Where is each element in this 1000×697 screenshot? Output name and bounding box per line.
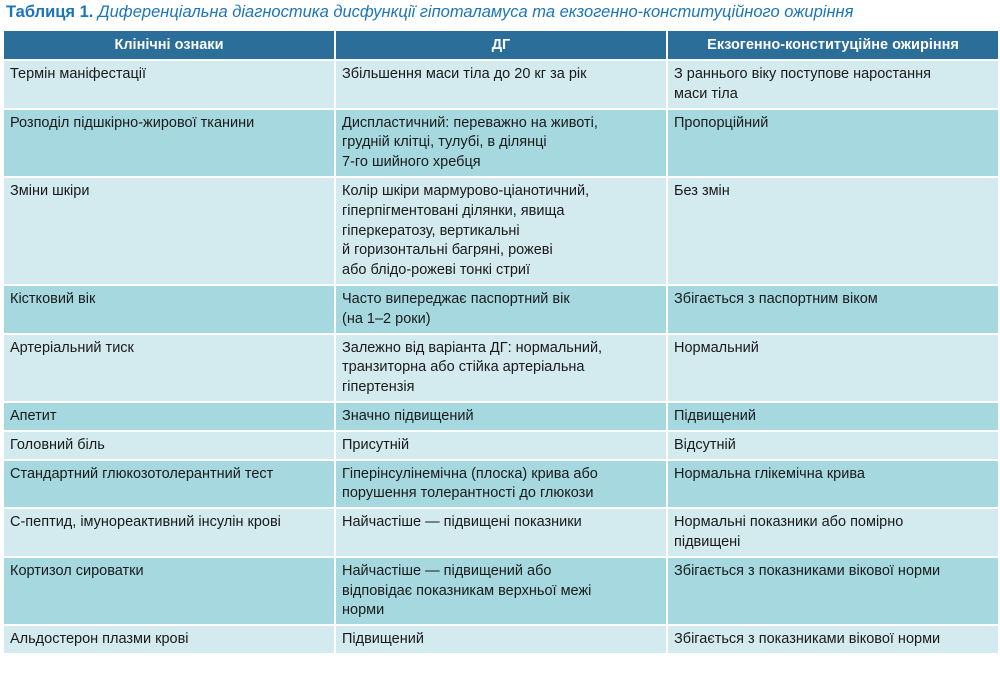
table-row: [4, 509, 998, 556]
exogenous-obesity-cell: [668, 286, 998, 333]
exogenous-obesity-cell: [668, 432, 998, 459]
cell-text-line: Термін маніфестації: [10, 66, 147, 82]
dg-cell: [336, 626, 666, 653]
cell-text-line: Присутній: [342, 436, 410, 453]
exogenous-obesity-cell: [668, 110, 998, 176]
cell-text-line: Кістковий вік: [10, 290, 96, 307]
cell-text-line: підвищені: [674, 533, 741, 550]
dg-cell: [336, 286, 666, 333]
cell-text-line: З раннього віку поступове наростання: [674, 66, 931, 82]
clinical-sign-cell: [4, 432, 334, 459]
dg-cell: [336, 403, 666, 430]
cell-text-line: (на 1–2 роки): [342, 310, 431, 327]
cell-text-line: гіперкератозу, вертикальні: [342, 222, 520, 239]
clinical-sign-cell: [4, 626, 334, 653]
table-row: [4, 432, 998, 459]
cell-text-line: Збігається з паспортним віком: [674, 290, 878, 307]
cell-text-line: й горизонтальні багряні, рожеві: [342, 242, 553, 259]
table-row: [4, 403, 998, 430]
diagnosis-table: [2, 29, 1000, 655]
header-dg: ДГ: [336, 31, 666, 59]
clinical-sign-cell: [4, 403, 334, 430]
exogenous-obesity-cell: [668, 178, 998, 284]
cell-text-line: Найчастіше — підвищений або: [342, 562, 552, 579]
cell-text-line: Розподіл підшкірно-жирової тканини: [10, 114, 255, 131]
cell-text-line: Нормальна глікемічна крива: [674, 465, 865, 482]
cell-text-line: Кортизол сироватки: [10, 562, 144, 579]
cell-text-line: Диспластичний: переважно на животі,: [342, 114, 598, 131]
cell-text-line: Збігається з показниками вікової норми: [674, 631, 941, 648]
exogenous-obesity-cell: [668, 558, 998, 624]
cell-text-line: Альдостерон плазми крові: [10, 631, 189, 648]
cell-text-line: Збігається з показниками вікової норми: [674, 562, 941, 579]
exogenous-obesity-cell: [668, 403, 998, 430]
cell-text-line: Пропорційний: [674, 114, 769, 131]
exogenous-obesity-cell: [668, 509, 998, 556]
exogenous-obesity-cell: [668, 335, 998, 401]
cell-text-line: порушення толерантності до глюкози: [342, 485, 594, 502]
table-title: Диференціальна діагностика дисфункції гіпоталамуса та екзогенно-конституційного ожиріння: [97, 3, 854, 21]
dg-cell: [336, 509, 666, 556]
clinical-sign-cell: [4, 558, 334, 624]
table-row: [4, 286, 998, 333]
exogenous-obesity-cell: [668, 461, 998, 508]
cell-text-line: маси тіла: [674, 85, 738, 102]
cell-text-line: Часто випереджає паспортний вік: [342, 290, 570, 307]
cell-text-line: Нормальні показники або помірно: [674, 514, 904, 531]
cell-text-line: С-пептид, імунореактивний інсулін крові: [10, 514, 281, 531]
cell-text-line: Артеріальний тиск: [10, 339, 134, 356]
exogenous-obesity-cell: [668, 626, 998, 653]
dg-cell: [336, 461, 666, 508]
clinical-sign-cell: [4, 286, 334, 333]
clinical-sign-cell: [4, 61, 334, 108]
cell-text-line: Підвищений: [674, 407, 756, 424]
cell-text-line: 7-го шийного хребця: [342, 154, 481, 171]
dg-cell: [336, 178, 666, 284]
header-clinical-signs: Клінічні ознаки: [4, 31, 334, 59]
cell-text-line: грудній клітці, тулубі, в ділянці: [342, 134, 547, 151]
table-row: [4, 110, 998, 176]
cell-text-line: відповідає показникам верхньої межі: [342, 582, 592, 599]
cell-text-line: норми: [342, 602, 385, 619]
cell-text-line: Без змін: [674, 182, 730, 199]
clinical-sign-cell: [4, 110, 334, 176]
cell-text-line: Головний біль: [10, 436, 105, 453]
header-exogenous-obesity: Екзогенно-конституційне ожиріння: [668, 31, 998, 59]
cell-text-line: Збільшення маси тіла до 20 кг за рік: [342, 66, 587, 82]
clinical-sign-cell: [4, 461, 334, 508]
cell-text-line: або блідо-рожеві тонкі стриї: [342, 262, 531, 279]
cell-text-line: Нормальний: [674, 339, 759, 356]
cell-text-line: Відсутній: [674, 436, 736, 453]
table-row: [4, 178, 998, 284]
table-row: [4, 61, 998, 108]
table-number: Таблиця 1.: [6, 3, 94, 21]
table-row: [4, 626, 998, 653]
cell-text-line: Гіперінсулінемічна (плоска) крива або: [342, 465, 598, 482]
cell-text-line: Підвищений: [342, 631, 424, 648]
table-row: [4, 461, 998, 508]
cell-text-line: Зміни шкіри: [10, 182, 90, 199]
cell-text-line: гіпертензія: [342, 379, 415, 396]
dg-cell: [336, 335, 666, 401]
table-caption: [0, 0, 1000, 29]
dg-cell: [336, 110, 666, 176]
cell-text-line: Апетит: [10, 407, 57, 424]
dg-cell: [336, 61, 666, 108]
cell-text-line: Колір шкіри мармурово-ціанотичний,: [342, 182, 590, 199]
table-row: [4, 558, 998, 624]
cell-text-line: транзиторна або стійка артеріальна: [342, 359, 585, 376]
table-header-row: [4, 31, 998, 59]
cell-text-line: Найчастіше — підвищені показники: [342, 514, 582, 531]
dg-cell: [336, 558, 666, 624]
table-row: [4, 335, 998, 401]
cell-text-line: Стандартний глюкозотолерантний тест: [10, 465, 274, 482]
clinical-sign-cell: [4, 178, 334, 284]
clinical-sign-cell: [4, 335, 334, 401]
clinical-sign-cell: [4, 509, 334, 556]
dg-cell: [336, 432, 666, 459]
cell-text-line: Значно підвищений: [342, 407, 474, 424]
exogenous-obesity-cell: [668, 61, 998, 108]
cell-text-line: Залежно від варіанта ДГ: нормальний,: [342, 339, 603, 356]
cell-text-line: гіперпігментовані ділянки, явища: [342, 202, 565, 219]
